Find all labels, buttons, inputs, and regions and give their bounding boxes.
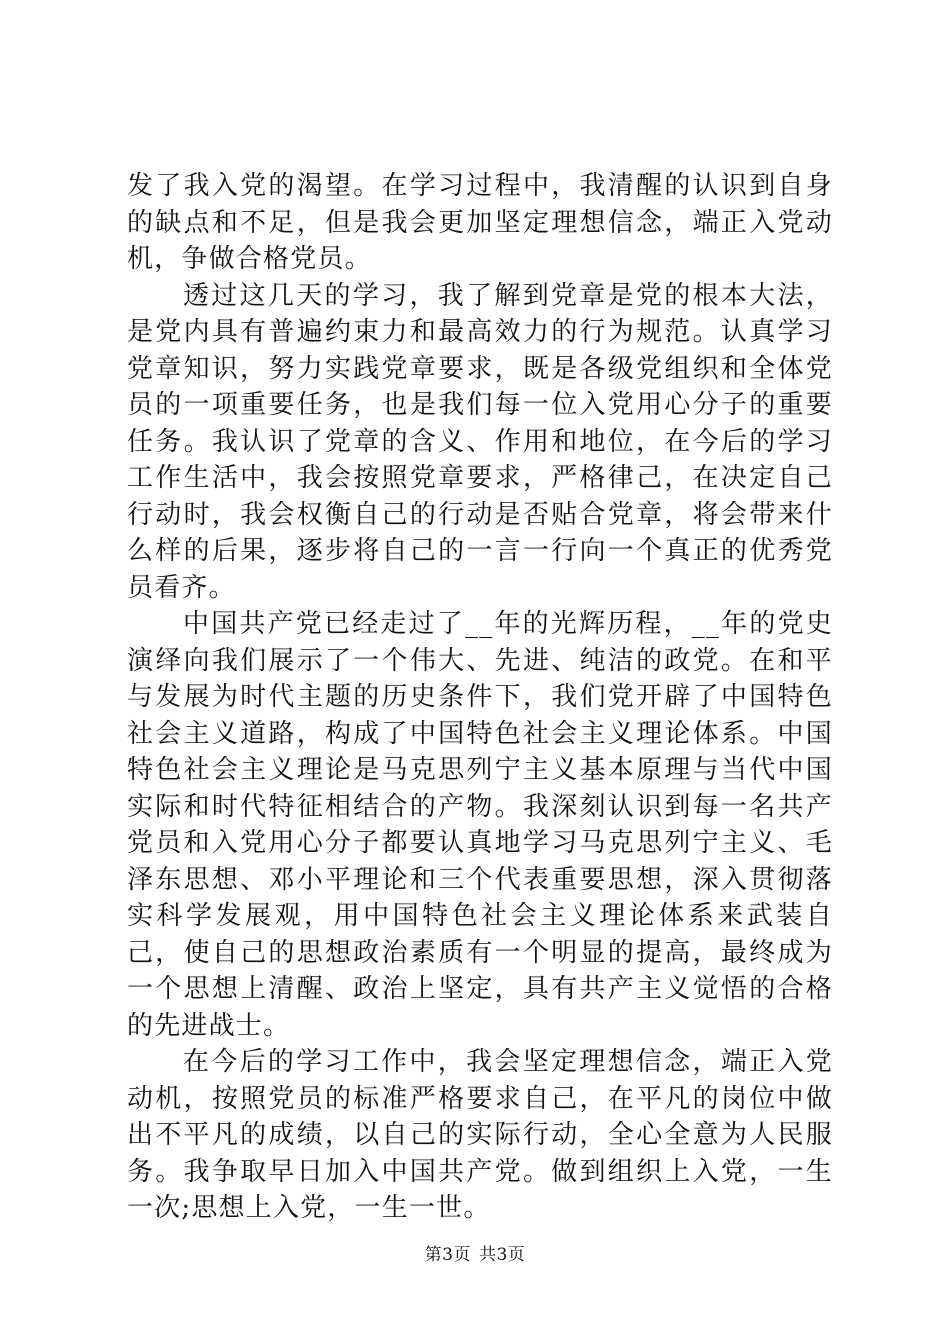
page-footer [0, 1243, 950, 1267]
page-number-total: 共3页 [479, 1245, 526, 1265]
paragraph-3: 中国共产党已经走过了__年的光辉历程，__年的党史演绎向我们展示了一个伟大、先进、纯洁的政党。在和平与发展为时代主题的历史条件下，我们党开辟了中国特色社会主义道路，构成了中国特色社会主义理论体系。中国特色社会主义理论是马克思列宁主义基本原理与当代中国实际和时代特征相结合的产物。我深刻认识到每一名共产党员和入党用心分子都要认真地学习马克思列宁主义、毛泽东思想、邓小平理论和三个代表重要思想，深入贯彻落实科学发展观，用中国特色社会主义理论体系来武装自己，使自己的思想政治素质有一个明显的提高，最终成为一个思想上清醒、政治上坚定，具有共产主义觉悟的合格的先进战士。 [127, 609, 833, 1041]
paragraph-2: 透过这几天的学习，我了解到党章是党的根本大法，是党内具有普遍约束力和最高效力的行为规范。认真学习党章知识，努力实践党章要求，既是各级党组织和全体党员的一项重要任务，也是我们每一位入党用心分子的重要任务。我认识了党章的含义、作用和地位，在今后的学习工作生活中，我会按照党章要求，严格律己，在决定自己行动时，我会权衡自己的行动是否贴合党章，将会带来什么样的后果，逐步将自己的一言一行向一个真正的优秀党员看齐。 [127, 280, 833, 603]
paragraph-1: 发了我入党的渴望。在学习过程中，我清醒的认识到自身的缺点和不足，但是我会更加坚定理想信念，端正入党动机，争做合格党员。 [127, 171, 833, 274]
page-number-current: 第3页 [424, 1245, 471, 1265]
document-body [127, 168, 833, 1227]
paragraph-4: 在今后的学习工作中，我会坚定理想信念，端正入党动机，按照党员的标准严格要求自己，在平凡的岗位中做出不平凡的成绩，以自己的实际行动，全心全意为人民服务。我争取早日加入中国共产党。做到组织上入党，一生一次;思想上入党，一生一世。 [127, 1047, 833, 1223]
